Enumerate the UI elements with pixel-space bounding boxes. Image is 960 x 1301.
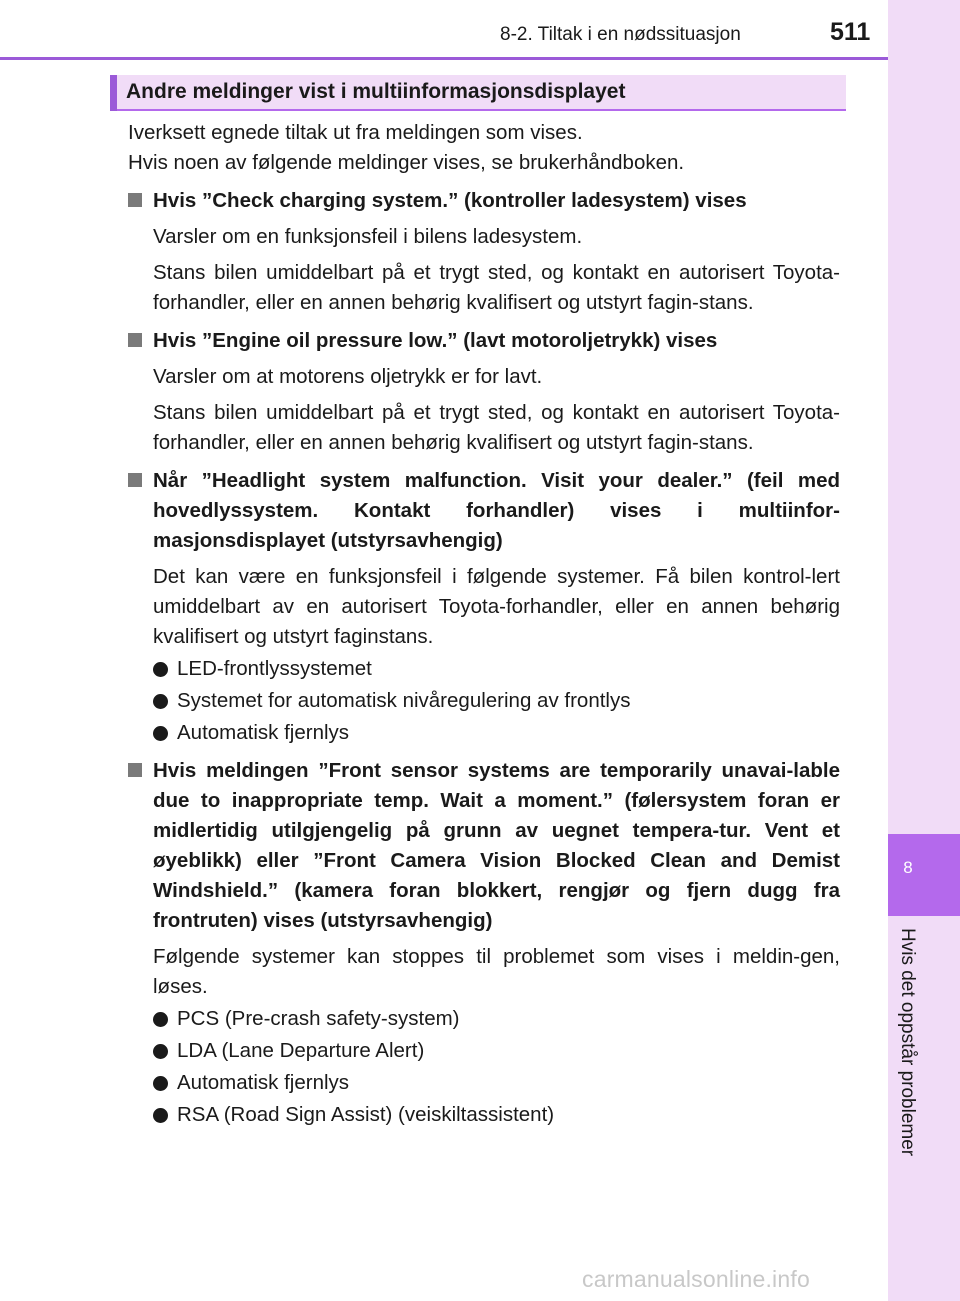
topic-oil-pressure [128,326,840,458]
circle-bullet-icon [153,1076,168,1091]
list-item-text: LDA (Lane Departure Alert) [177,1039,425,1062]
topic-paragraph: Varsler om at motorens oljetrykk er for lavt. [153,365,543,388]
bullet-list [128,1004,840,1130]
bullet-list [128,654,840,748]
circle-bullet-icon [153,726,168,741]
square-bullet-icon [128,193,142,207]
square-bullet-icon [128,333,142,347]
list-item [153,718,840,748]
section-title: Andre meldinger vist i multiinformasjonsdisplayet [126,80,626,103]
intro-line: Hvis noen av følgende meldinger vises, se brukerhåndboken. [128,151,685,174]
list-item-text: LED-frontlyssystemet [177,657,372,680]
chapter-number: 8 [903,858,913,877]
circle-bullet-icon [153,662,168,677]
header-section-title: 8-2. Tiltak i en nødssituasjon [500,24,741,45]
topic-heading-text: Når ”Headlight system malfunction. Visit your dealer.” (feil med hovedlyssystem. Kontakt forhandler) vises i multiinfor-masjonsdisplayet (utstyrsavhengig) [153,469,840,552]
circle-bullet-icon [153,1012,168,1027]
topic-charging-system [128,186,840,318]
topic-heading [128,466,840,556]
circle-bullet-icon [153,694,168,709]
intro-line: Iverksett egnede tiltak ut fra meldingen som vises. [128,121,583,144]
chapter-title: Hvis det oppstår problemer [897,928,918,1157]
list-item [153,686,840,716]
topic-paragraph: Følgende systemer kan stoppes til problemet som vises i meldin-gen, løses. [153,945,840,998]
list-item-text: PCS (Pre-crash safety-system) [177,1007,460,1030]
topic-paragraph: Stans bilen umiddelbart på et trygt sted, og kontakt en autorisert Toyota-forhandler, eller en annen behørig kvalifisert og utstyrt fagin-stans. [153,401,840,454]
topic-front-sensor [128,756,840,1130]
list-item-text: Automatisk fjernlys [177,721,350,744]
topic-heading [128,756,840,936]
topic-heading [128,186,840,216]
topic-heading-text: Hvis meldingen ”Front sensor systems are temporarily unavai-lable due to inappropriate temp. Wait a moment.” (følersystem foran er midlertidig utilgjengelig på grunn av uegnet tempera-tur. Vent et øyeblikk) eller ”Front Camera Vision Blocked Clean and Demist Windshield.” (kamera foran blokkert, rengjør og fjern dugg fra frontruten) vises (utstyrsavhengig) [153,759,840,932]
header-rule [0,57,888,60]
square-bullet-icon [128,763,142,777]
topic-paragraph: Stans bilen umiddelbart på et trygt sted, og kontakt en autorisert Toyota-forhandler, eller en annen behørig kvalifisert og utstyrt fagin-stans. [153,261,840,314]
topic-heading-text: Hvis ”Engine oil pressure low.” (lavt motoroljetrykk) vises [153,329,718,352]
topic-heading-text: Hvis ”Check charging system.” (kontroller ladesystem) vises [153,189,747,212]
circle-bullet-icon [153,1044,168,1059]
topic-headlight-system [128,466,840,748]
topic-paragraph: Varsler om en funksjonsfeil i bilens ladesystem. [153,225,583,248]
list-item [153,1036,840,1066]
watermark: carmanualsonline.info [582,1266,810,1292]
circle-bullet-icon [153,1108,168,1123]
list-item [153,1100,840,1130]
list-item [153,1068,840,1098]
list-item [153,654,840,684]
page-content [128,118,840,1132]
list-item-text: Automatisk fjernlys [177,1071,350,1094]
topic-heading [128,326,840,356]
square-bullet-icon [128,473,142,487]
list-item-text: RSA (Road Sign Assist) (veiskiltassistent) [177,1103,555,1126]
intro [128,118,840,178]
section-heading-bar [110,75,846,111]
page-number: 511 [830,18,871,46]
list-item-text: Systemet for automatisk nivåregulering av frontlys [177,689,631,712]
topic-paragraph: Det kan være en funksjonsfeil i følgende systemer. Få bilen kontrol-lert umiddelbart av en autorisert Toyota-forhandler, eller en annen behørig kvalifisert og utstyrt faginstans. [153,565,840,648]
list-item [153,1004,840,1034]
